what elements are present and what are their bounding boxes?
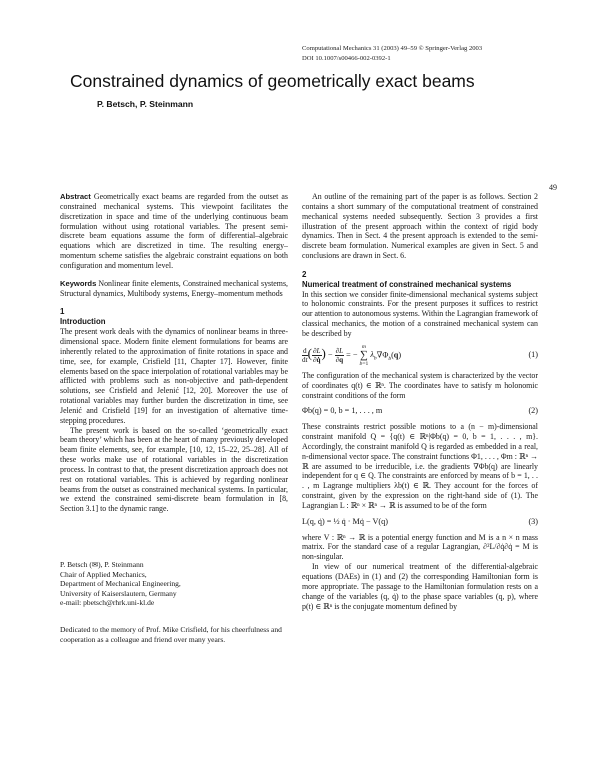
section-2-paragraph-1: In this section we consider finite-dimensional mechanical systems subject to holonomic constraints. For the present purposes it suffices to restrict our attention to autonomous systems. Within the Lagrangian framework of classical mechanics, the motion of a constrained mechanical system can be described by [302,289,538,338]
author-affiliation [60,560,288,608]
abstract-text: Geometrically exact beams are regarded from the outset as constrained mechanical systems. This viewpoint facilitates the discretization in space and time of the underlying continuous beam formulation without using rotational variables. The present semi-discrete beam equations assume the form of differential–algebraic equations which are discretized in time. The resulting energy–momentum scheme satisfies the algebraic constraint equations on both configuration and momentum level. [60,192,288,270]
keywords-label: Keywords [60,278,97,288]
equation-3-body: L(q, q̇) = ½ q̇ · Mq̇ − V(q) [302,516,388,526]
configuration-paragraph: The configuration of the mechanical system is characterized by the vector of coordinates q(t) ∈ ℝⁿ. The coordinates have to satisfy m holonomic constraint conditions of the form [302,370,538,400]
abstract [60,192,288,271]
intro-paragraph-1: The present work deals with the dynamics of nonlinear beams in three-dimensional space. Modern finite element formulations for beams are inherently related to the approximation of finite rotations in space and time, see, for example, Crisfield [11, Chapter 17]. However, finite elements based on the space interpolation of rotational variables may be afflicted with problems such as non-objective and path-dependent solutions, see Crisfield and Jelenić [12, 20]. Moreover the use of rotational variables may further burden the discretization in time, see Jelenić and Crisfield [19] for an investigation of alternative time-stepping procedures. [60,327,288,425]
journal-citation: Computational Mechanics 31 (2003) 49–59 © Springer-Verlag 2003 [302,45,483,52]
equation-1-body: $\frac{d}{dt}$ ( $\frac{\partial L}{\partial q̇}$ ) − $\frac{\partial L}{\partial q}$ = − m ∑ b=1 $\lambda_b\nabla\Phi_b(q)$ [302,343,402,367]
equation-2-body: Φb(q) = 0, b = 1, . . . , m [302,406,383,416]
section-1-number: 1 [60,307,65,317]
intro-paragraph-2: The present work is based on the so-called ‘geometrically exact beam theory’ which has been at the heart of many previously developed beam finite elements, see, for example, [10, 12, 15–22, 25–28]. All of these works make use of rotational variables in the discretization process. In contrast to that, the present discretization approach does not rest on rotational variables. This is achieved by regarding nonlinear beams from the outset as constrained mechanical systems. In particular, we extend the constrained semi-discrete beam formulation in [8, Section 3.1] to the dynamic range. [60,425,288,514]
equation-3 [302,517,538,527]
outline-paragraph: An outline of the remaining part of the paper is as follows. Section 2 contains a short summary of the computational treatment of constrained mechanical systems needed subsequently. Section 3 provides a first illustration of the present approach within the context of rigid body dynamics. Then in Sect. 4 the present approach is extended to the semi-discrete beam formulation. Numerical examples are given in Sect. 5 and conclusions are drawn in Sect. 6. [302,192,538,261]
paper-authors: P. Betsch, P. Steinmann [97,99,194,109]
affil-univ: University of Kaiserslautern, Germany [60,588,177,598]
affil-dept: Department of Mechanical Engineering, [60,579,181,588]
constraint-paragraph: These constraints restrict possible motions to a (n − m)-dimensional constraint manifold Q = {q(t) ∈ ℝⁿ|Φb(q) = 0, b = 1, . . . , m}. Accordingly, the constraint manifold Q is regarded as embedded in a real, n-dimensional vector space. The constraint functions Φ1, . . . , Φm : ℝⁿ → ℝ are assumed to be irreducible, i.e. the gradients ∇Φb(q) are linearly independent for q ∈ Q. The constraints are enforced by means of b = 1, . . . , m Lagrange multipliers λb(t) ∈ ℝ. They account for the forces of constraint, given by the expression on the right-hand side of (1). The Lagrangian L : ℝⁿ × ℝⁿ → ℝ is assumed to be of the form [302,422,538,510]
section-1-title: Introduction [60,317,106,327]
journal-header [302,44,562,64]
equation-1 [302,344,538,367]
section-2-number: 2 [302,269,307,279]
affil-email: e-mail: pbetsch@rhrk.uni-kl.de [60,598,155,607]
equation-2-tag: (2) [528,406,538,416]
right-column [302,192,538,611]
equation-3-tag: (3) [528,516,538,526]
affil-names: P. Betsch (✉), P. Steinmann [60,560,144,569]
section-2-title: Numerical treatment of constrained mechanical systems [302,279,512,289]
paper-title: Constrained dynamics of geometrically exact beams [70,71,475,91]
equation-2 [302,406,538,416]
where-paragraph: where V : ℝⁿ → ℝ is a potential energy function and M is a n × n mass matrix. For the standard case of a regular Lagrangian, ∂²L/∂q̇∂q̇ = M is non-singular. [302,532,538,562]
keywords [60,279,288,299]
affil-chair: Chair of Applied Mechanics, [60,569,147,579]
keywords-text: Nonlinear finite elements, Constrained mechanical systems, Structural dynamics, Multibody systems, Energy–momentum methods [60,278,288,298]
hamiltonian-paragraph: In view of our numerical treatment of the differential-algebraic equations (DAEs) in (1) and (2) the corresponding Hamiltonian form is more appropriate. The passage to the Hamiltonian formulation rests on a change of the variables (q, q̇) to the phase space variables (q, p), where p(t) ∈ ℝⁿ is the conjugate momentum defined by [302,562,538,611]
dedication: Dedicated to the memory of Prof. Mike Crisfield, for his cheerfulness and cooperation as a colleague and friend over many years. [60,625,282,644]
left-column [60,192,288,514]
doi: DOI 10.1007/s00466-002-0392-1 [302,55,391,62]
page-number: 49 [549,183,557,192]
equation-1-tag: (1) [528,350,538,360]
abstract-label: Abstract [60,192,91,201]
